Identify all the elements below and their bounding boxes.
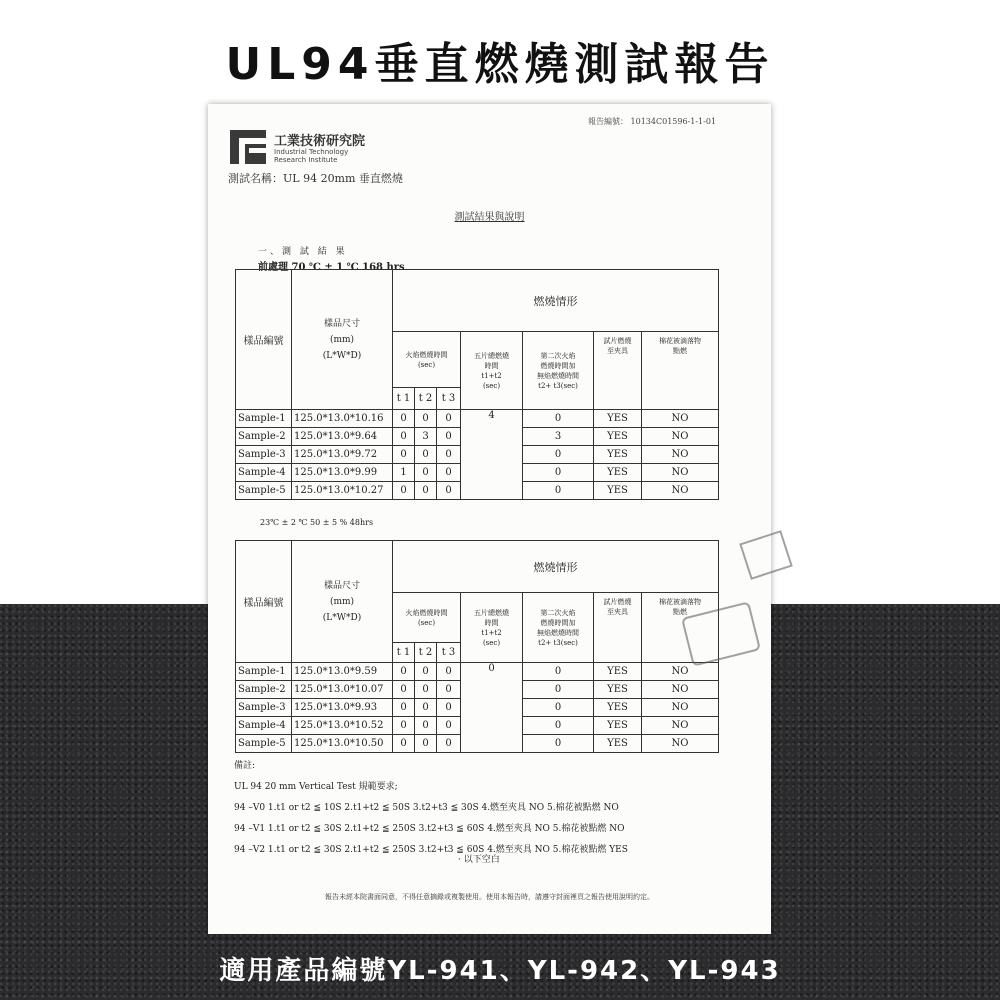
cell-clamp: YES [594,464,642,482]
cell-t3: 0 [437,428,461,446]
cell-clamp: YES [594,428,642,446]
precondition-1: 前處理 70 ℃ ± 1 ℃ 168 hrs [258,262,405,273]
header-size-unit: (mm) [329,334,355,345]
cell-sample: Sample-3 [236,446,292,464]
cell-size: 125.0*13.0*9.99 [292,464,393,482]
test-name: 測試名稱：UL 94 20mm 垂直燃燒 [228,172,403,185]
header-size-label: 樣品尺寸 [323,580,360,591]
cell-t2: 0 [415,482,437,500]
cell-size: 125.0*13.0*9.93 [292,699,393,717]
cell-sample: Sample-4 [236,464,292,482]
cell-cotton: NO [642,482,719,500]
cell-second: 0 [523,663,594,681]
header-flame-time-label: 火焰燃燒時間 [405,350,448,359]
cell-t2: 0 [415,663,437,681]
table-row [236,663,719,681]
report-footer-note: 報告未經本院書面同意，不得任意摘錄或複製使用。使用本報告時，請遵守封面裡頁之報告使用說明約定。 [325,893,654,901]
cell-t3: 0 [437,681,461,699]
cell-second: 3 [523,428,594,446]
page-title: UL94垂直燃燒測試報告 [225,39,775,90]
cell-second: 0 [523,464,594,482]
cell-size: 125.0*13.0*10.50 [292,735,393,753]
header-total-time [461,332,523,410]
itri-logo-icon [230,130,266,164]
header-second-l4: t2+ t3(sec) [538,381,578,390]
header-size-label: 樣品尺寸 [323,318,360,329]
header-flame-time-label: 火焰燃燒時間 [405,608,448,617]
institute-en-line-1: Industrial Technology [274,148,349,156]
cell-second: 0 [523,717,594,735]
cell-sample: Sample-2 [236,428,292,446]
header-t3: t 3 [437,388,461,410]
report-number: 報告編號： 10134C01596-1-1-01 [588,117,717,126]
header-flame-time-sec: (sec) [417,360,436,369]
cell-cotton: NO [642,446,719,464]
header-burning: 燃燒情形 [393,541,719,593]
subsection-title: 一、測 試 結 果 [258,247,348,257]
header-second-flame [523,332,594,410]
notes-section [234,756,628,861]
cell-cotton: NO [642,428,719,446]
header-cotton-l2: 點燃 [673,608,687,616]
header-clamp [594,332,642,410]
header-clamp-l2: 至夾具 [607,347,628,355]
header-total-l4: (sec) [482,638,501,647]
cell-cotton: NO [642,735,719,753]
cell-t1: 0 [393,699,415,717]
cell-t3: 0 [437,482,461,500]
cell-cotton: NO [642,410,719,428]
header-total-l3: t1+t2 [481,628,502,637]
precondition-2: 23℃ ± 2 ℃ 50 ± 5 % 48hrs [260,518,374,527]
cell-total: 4 [461,410,523,500]
blank-mark: · 以下空白 [458,855,500,865]
header-second-l2: 燃燒時間加 [540,618,576,627]
cell-sample: Sample-2 [236,681,292,699]
cell-size: 125.0*13.0*10.07 [292,681,393,699]
cell-second: 0 [523,681,594,699]
header-clamp-l1: 試片燃燒 [603,598,632,606]
cell-second: 0 [523,482,594,500]
table-row [236,410,719,428]
header-size [292,541,393,663]
cell-size: 125.0*13.0*10.27 [292,482,393,500]
cell-clamp: YES [594,717,642,735]
header-second-l1: 第二次火焰 [540,351,576,360]
cell-t1: 1 [393,464,415,482]
header-flame-time-sec: (sec) [417,618,436,627]
header-clamp-l1: 試片燃燒 [603,337,632,345]
cell-total: 0 [461,663,523,753]
header-sample-no: 樣品編號 [236,270,292,410]
cell-t1: 0 [393,428,415,446]
cell-size: 125.0*13.0*10.16 [292,410,393,428]
header-cotton [642,332,719,410]
header-burning: 燃燒情形 [393,270,719,332]
cell-second: 0 [523,446,594,464]
cell-t2: 0 [415,446,437,464]
header-flame-time [393,332,461,388]
cell-size: 125.0*13.0*9.72 [292,446,393,464]
cell-clamp: YES [594,699,642,717]
cell-clamp: YES [594,410,642,428]
cell-cotton: NO [642,699,719,717]
header-clamp-l2: 至夾具 [607,608,628,616]
header-cotton-l2: 點燃 [673,347,687,355]
product-caption: 適用產品編號YL-941、YL-942、YL-943 [219,956,781,986]
section-title: 測試結果與說明 [454,212,525,223]
header-cotton-l1: 棉花被滴落物 [659,598,701,606]
header-t1: t 1 [393,643,415,663]
cell-t2: 0 [415,464,437,482]
cell-clamp: YES [594,482,642,500]
cell-cotton: NO [642,681,719,699]
cell-second: 0 [523,735,594,753]
header-total-l1: 五片總燃燒 [474,608,509,617]
cell-t3: 0 [437,446,461,464]
cell-sample: Sample-5 [236,482,292,500]
header-second-l3: 無焰燃燒時間 [537,371,579,380]
cell-sample: Sample-1 [236,663,292,681]
cell-size: 125.0*13.0*9.59 [292,663,393,681]
note-line: 94 –V1 1.t1 or t2 ≦ 30S 2.t1+t2 ≦ 250S 3.t2+t3 ≦ 60S 4.燃至夾具 NO 5.棉花被點燃 NO [234,824,625,834]
note-line: UL 94 20 mm Vertical Test 規範要求; [234,782,398,792]
header-cotton-l1: 棉花被滴落物 [659,337,701,345]
cell-sample: Sample-3 [236,699,292,717]
header-total-l1: 五片總燃燒 [474,351,509,360]
cell-t3: 0 [437,699,461,717]
header-t1: t 1 [393,388,415,410]
header-size-dims: (L*W*D) [322,612,362,623]
results-table-1 [235,269,719,500]
header-second-l3: 無焰燃燒時間 [537,628,579,637]
header-size-dims: (L*W*D) [322,350,362,361]
header-t2: t 2 [415,643,437,663]
cell-clamp: YES [594,735,642,753]
cell-second: 0 [523,699,594,717]
cell-t1: 0 [393,717,415,735]
header-second-l1: 第二次火焰 [540,608,576,617]
cell-second: 0 [523,410,594,428]
cell-clamp: YES [594,681,642,699]
cell-t1: 0 [393,663,415,681]
header-total-l3: t1+t2 [481,371,502,380]
cell-size: 125.0*13.0*10.52 [292,717,393,735]
note-line: 94 –V0 1.t1 or t2 ≦ 10S 2.t1+t2 ≦ 50S 3.t2+t3 ≦ 30S 4.燃至夾具 NO 5.棉花被點燃 NO [234,803,619,813]
header-total-l2: 時間 [484,361,499,370]
header-second-l4: t2+ t3(sec) [538,638,578,647]
cell-sample: Sample-1 [236,410,292,428]
cell-clamp: YES [594,663,642,681]
cell-sample: Sample-4 [236,717,292,735]
cell-t3: 0 [437,410,461,428]
header-t3: t 3 [437,643,461,663]
cell-cotton: NO [642,663,719,681]
header-total-l4: (sec) [482,381,501,390]
cell-t2: 0 [415,699,437,717]
header-size [292,270,393,410]
header-total-time [461,593,523,663]
results-table-2 [235,540,719,753]
cell-t1: 0 [393,446,415,464]
header-sample-no: 樣品編號 [236,541,292,663]
cell-t2: 0 [415,717,437,735]
cell-t1: 0 [393,735,415,753]
cell-t3: 0 [437,464,461,482]
header-total-l2: 時間 [484,618,499,627]
note-line: 94 –V2 1.t1 or t2 ≦ 30S 2.t1+t2 ≦ 250S 3.t2+t3 ≦ 60S 4.燃至夾具 NO 5.棉花被點燃 YES [234,845,628,855]
institute-en-line-2: Research Institute [274,156,338,164]
institute-english-name [274,148,348,164]
cell-t1: 0 [393,681,415,699]
report-paper [208,104,771,934]
header-second-flame [523,593,594,663]
cell-cotton: NO [642,464,719,482]
cell-t2: 0 [415,681,437,699]
notes-label: 備註: [234,761,256,771]
cell-t3: 0 [437,663,461,681]
seal-stamp [739,530,793,580]
header-clamp [594,593,642,663]
cell-t3: 0 [437,717,461,735]
cell-t2: 0 [415,735,437,753]
cell-t1: 0 [393,482,415,500]
cell-t2: 3 [415,428,437,446]
cell-t3: 0 [437,735,461,753]
cell-t1: 0 [393,410,415,428]
header-flame-time [393,593,461,643]
cell-t2: 0 [415,410,437,428]
header-size-unit: (mm) [329,596,355,607]
cell-sample: Sample-5 [236,735,292,753]
cell-clamp: YES [594,446,642,464]
header-second-l2: 燃燒時間加 [540,361,576,370]
cell-cotton: NO [642,717,719,735]
institute-name: 工業技術研究院 [274,134,366,149]
header-t2: t 2 [415,388,437,410]
cell-size: 125.0*13.0*9.64 [292,428,393,446]
